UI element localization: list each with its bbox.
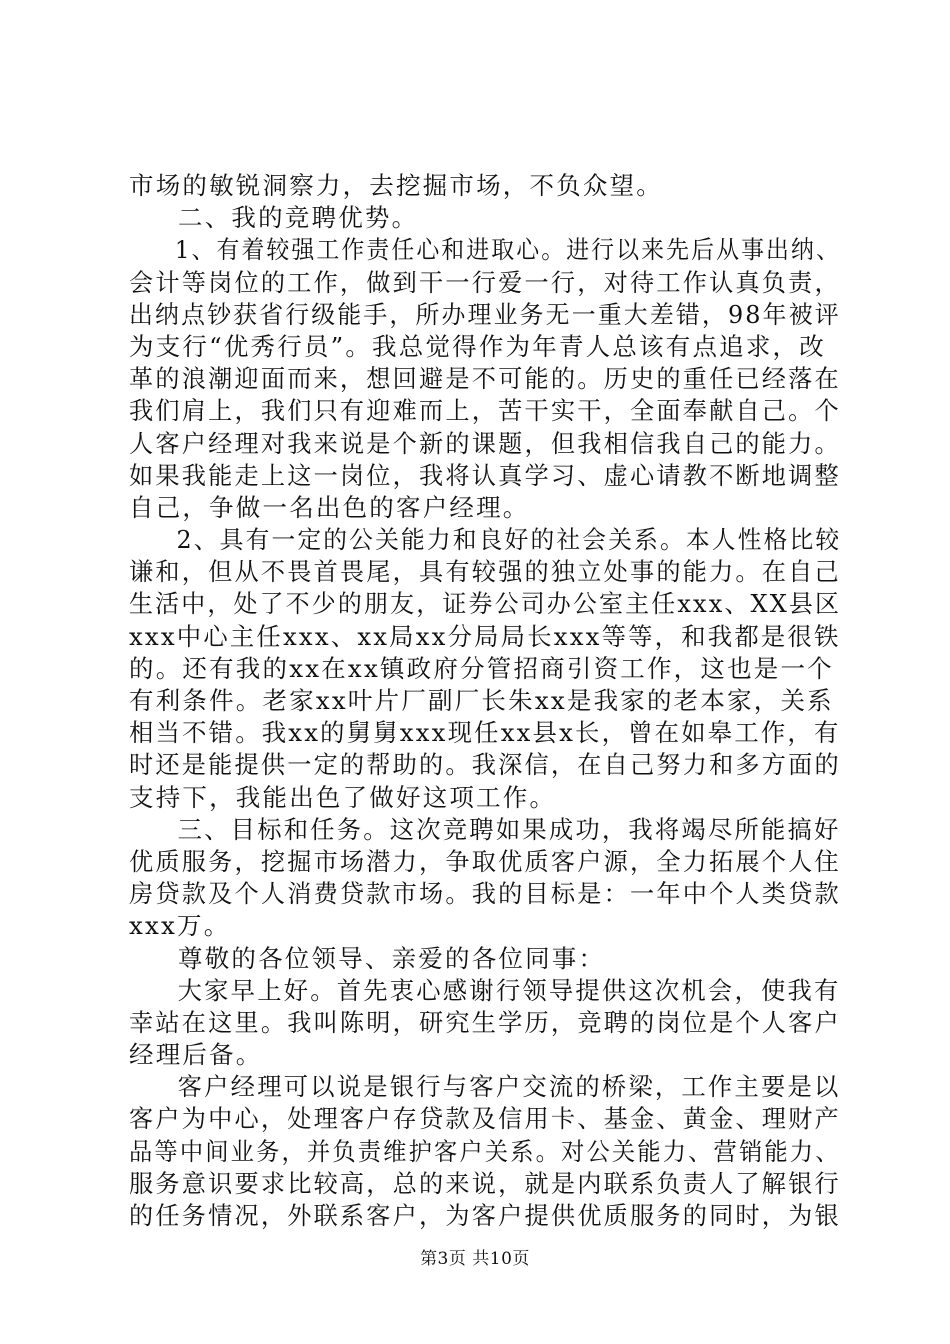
page-footer: 第3页 共10页 — [420, 1249, 530, 1269]
text-line: 2、具有一定的公关能力和良好的社会关系。本人性格比较 — [176, 525, 842, 555]
text-line: 时还是能提供一定的帮助的。我深信，在自己努力和多方面的 — [129, 750, 841, 780]
text-line: 客户为中心，处理客户存贷款及信用卡、基金、黄金、理财产 — [129, 1104, 841, 1134]
text-line: 大家早上好。首先衷心感谢行领导提供这次机会，使我有 — [177, 975, 841, 1005]
text-line: 会计等岗位的工作，做到干一行爱一行，对待工作认真负责， — [129, 267, 841, 297]
text-line: 为支行“优秀行员”。我总觉得作为年青人总该有点追求，改 — [129, 331, 826, 361]
text-line: 经理后备。 — [129, 1040, 263, 1070]
text-line: 品等中间业务，并负责维护客户关系。对公关能力、营销能力、 — [129, 1136, 841, 1166]
text-line: 服务意识要求比较高，总的来说，就是内联系负责人了解银行 — [129, 1168, 841, 1198]
text-line: 1、有着较强工作责任心和进取心。进行以来先后从事出纳、 — [174, 235, 841, 265]
text-line: 出纳点钞获省行级能手，所办理业务无一重大差错，98年被评 — [129, 299, 841, 329]
text-line: 三、目标和任务。这次竞聘如果成功，我将竭尽所能搞好 — [177, 814, 841, 844]
text-line: 谦和，但从不畏首畏尾，具有较强的独立处事的能力。在自己 — [129, 557, 841, 587]
text-line: 的任务情况，外联系客户，为客户提供优质服务的同时，为银 — [129, 1201, 841, 1230]
text-line: 如果我能走上这一岗位，我将认真学习、虚心请教不断地调整 — [129, 460, 841, 490]
text-line: 自己，争做一名出色的客户经理。 — [129, 492, 530, 522]
text-line: 革的浪潮迎面而来，想回避是不可能的。历史的重任已经落在 — [129, 364, 841, 394]
document-body — [129, 170, 842, 1232]
text-line: 尊敬的各位领导、亲爱的各位同事： — [178, 943, 606, 973]
text-line: 的。还有我的xx在xx镇政府分管招商引资工作，这也是一个 — [129, 653, 834, 683]
text-line: 生活中，处了不少的朋友，证券公司办公室主任xxx、XX县区 — [129, 589, 842, 619]
text-line: 优质服务，挖掘市场潜力，争取优质客户源，全力拓展个人住 — [129, 846, 841, 876]
text-line: 人客户经理对我来说是个新的课题，但我相信我自己的能力。 — [129, 428, 841, 458]
text-line: 支持下，我能出色了做好这项工作。 — [129, 782, 557, 812]
text-line: xxx万。 — [129, 911, 231, 941]
text-line: 我们肩上，我们只有迎难而上，苦干实干，全面奉献自己。个 — [129, 396, 841, 426]
text-line: 客户经理可以说是银行与客户交流的桥梁，工作主要是以 — [177, 1072, 841, 1102]
text-line: 幸站在这里。我叫陈明，研究生学历，竞聘的岗位是个人客户 — [129, 1007, 841, 1037]
text-line: 有利条件。老家xx叶片厂副厂长朱xx是我家的老本家，关系 — [129, 686, 834, 715]
text-line: xxx中心主任xxx、xx局xx分局局长xxx等等，和我都是很铁 — [129, 621, 841, 651]
text-line: 市场的敏锐洞察力，去挖掘市场，不负众望。 — [129, 171, 663, 200]
text-line: 相当不错。我xx的舅舅xxx现任xx县x长，曾在如皋工作，有 — [129, 718, 841, 748]
text-line: 二、我的竞聘优势。 — [178, 203, 419, 233]
text-line: 房贷款及个人消费贷款市场。我的目标是：一年中个人类贷款 — [129, 879, 841, 909]
